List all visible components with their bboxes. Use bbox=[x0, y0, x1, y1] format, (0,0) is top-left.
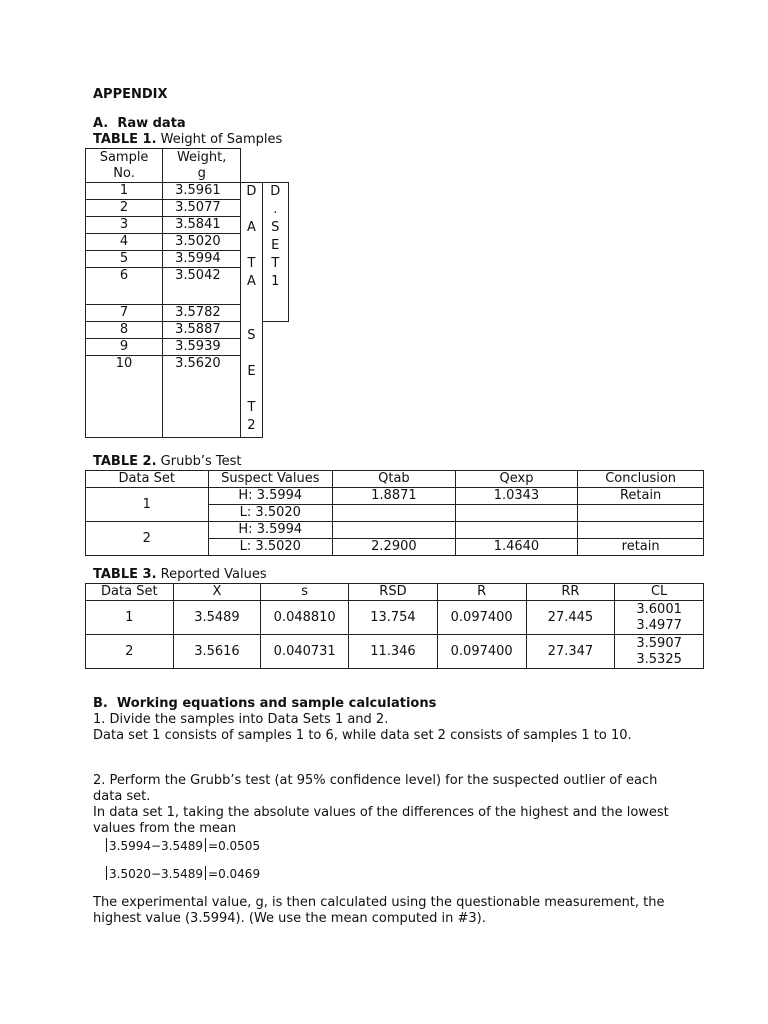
step1-body: Data set 1 consists of samples 1 to 6, while data set 2 consists of samples 1 to 10. bbox=[93, 728, 632, 743]
table1-cell: 3.5841 bbox=[163, 217, 241, 234]
table1-cell: 7 bbox=[86, 305, 163, 322]
table2-set: 2 bbox=[86, 522, 209, 556]
section-a-heading bbox=[93, 116, 186, 132]
table3-cell: 27.445 bbox=[526, 601, 615, 635]
table2-cell bbox=[578, 522, 704, 539]
table3-cell: 0.048810 bbox=[261, 601, 349, 635]
table1-cell: 3.5620 bbox=[163, 356, 241, 438]
table2-cell: H: 3.5994 bbox=[208, 488, 333, 505]
table2-cell bbox=[333, 522, 456, 539]
table2-cell bbox=[578, 505, 704, 522]
table3-cl-cell: 3.6001 3.4977 bbox=[615, 601, 704, 635]
table3-caption bbox=[93, 567, 267, 583]
table1-cell: 3.5782 bbox=[163, 305, 241, 322]
table1-cell: 8 bbox=[86, 322, 163, 339]
table3-cell: 13.754 bbox=[349, 601, 438, 635]
table3-header: CL bbox=[615, 584, 704, 601]
table2-header: Qtab bbox=[333, 471, 456, 488]
equation-2-result: =0.0469 bbox=[208, 867, 261, 881]
table2-cell bbox=[455, 505, 578, 522]
table2-cell: retain bbox=[578, 539, 704, 556]
table2-cell: 1.8871 bbox=[333, 488, 456, 505]
table3-cell: 1 bbox=[86, 601, 174, 635]
table1 bbox=[85, 148, 289, 438]
table3-cell: 3.5489 bbox=[173, 601, 261, 635]
table2-cell: L: 3.5020 bbox=[208, 539, 333, 556]
equation-1 bbox=[104, 838, 260, 854]
table1-caption-label: TABLE 1. bbox=[93, 132, 157, 147]
step1-title: 1. Divide the samples into Data Sets 1 and 2. bbox=[93, 712, 389, 727]
table2-cell: H: 3.5994 bbox=[208, 522, 333, 539]
table1-cell: 3.5939 bbox=[163, 339, 241, 356]
table2-cell: 1.4640 bbox=[455, 539, 578, 556]
table1-cell: 6 bbox=[86, 268, 163, 305]
table2-caption-label: TABLE 2. bbox=[93, 454, 157, 469]
step2-title: 2. Perform the Grubb’s test (at 95% confidence level) for the suspected outlier of each data set. bbox=[93, 773, 658, 804]
appendix-title: APPENDIX bbox=[93, 87, 168, 102]
table2 bbox=[85, 470, 704, 556]
table1-cell: 3.5042 bbox=[163, 268, 241, 305]
table3-cell: 0.097400 bbox=[437, 601, 526, 635]
table1-cell: 4 bbox=[86, 234, 163, 251]
table1-cell: 3.5994 bbox=[163, 251, 241, 268]
table1-header-weight: Weight, g bbox=[163, 149, 241, 183]
table3-cell: 0.040731 bbox=[261, 635, 349, 669]
table1-cell: 9 bbox=[86, 339, 163, 356]
table2-cell: Retain bbox=[578, 488, 704, 505]
table1-caption-text: Weight of Samples bbox=[160, 132, 283, 147]
table3-cl-cell: 3.5907 3.5325 bbox=[615, 635, 704, 669]
table1-cell: 1 bbox=[86, 183, 163, 200]
data-set-1-label: D . S E T 1 bbox=[262, 183, 288, 322]
table3-header: RSD bbox=[349, 584, 438, 601]
table3-cell: 11.346 bbox=[349, 635, 438, 669]
table2-caption bbox=[93, 454, 241, 470]
table2-header: Qexp bbox=[455, 471, 578, 488]
table2-header: Data Set bbox=[86, 471, 209, 488]
table3-caption-label: TABLE 3. bbox=[93, 567, 157, 582]
table1-cell: 3.5887 bbox=[163, 322, 241, 339]
table1-cell: 3.5077 bbox=[163, 200, 241, 217]
table3-header: X bbox=[173, 584, 261, 601]
equation-2-expr: 3.5020−3.5489 bbox=[109, 867, 204, 881]
section-b-heading bbox=[93, 696, 436, 712]
table2-header: Suspect Values bbox=[208, 471, 333, 488]
table1-cell: 2 bbox=[86, 200, 163, 217]
table3-caption-text: Reported Values bbox=[160, 567, 267, 582]
section-b-title: Working equations and sample calculations bbox=[116, 696, 437, 711]
table1-cell: 5 bbox=[86, 251, 163, 268]
table2-header: Conclusion bbox=[578, 471, 704, 488]
section-a-title: Raw data bbox=[117, 116, 186, 131]
section-a-label: A. bbox=[93, 116, 109, 131]
step2-body: In data set 1, taking the absolute values of the differences of the highest and the lowest values from the mean bbox=[93, 805, 669, 836]
table2-cell: 1.0343 bbox=[455, 488, 578, 505]
table1-caption bbox=[93, 132, 282, 148]
table2-cell bbox=[333, 505, 456, 522]
section-b-label: B. bbox=[93, 696, 108, 711]
table3-cell: 3.5616 bbox=[173, 635, 261, 669]
table3-header: s bbox=[261, 584, 349, 601]
table2-set: 1 bbox=[86, 488, 209, 522]
equation-1-expr: 3.5994−3.5489 bbox=[109, 839, 204, 853]
table1-cell: 10 bbox=[86, 356, 163, 438]
table1-cell: 3 bbox=[86, 217, 163, 234]
closing-paragraph: The experimental value, g, is then calculated using the questionable measurement, the highest value (3.5994). (We use the mean computed in #3). bbox=[93, 895, 665, 926]
table3-cell: 27.347 bbox=[526, 635, 615, 669]
equation-1-result: =0.0505 bbox=[208, 839, 261, 853]
table3-header: RR bbox=[526, 584, 615, 601]
table1-header-sample: Sample No. bbox=[86, 149, 163, 183]
table3-cell: 0.097400 bbox=[437, 635, 526, 669]
table1-cell: 3.5020 bbox=[163, 234, 241, 251]
table2-cell: L: 3.5020 bbox=[208, 505, 333, 522]
equation-2 bbox=[104, 866, 260, 882]
table3-cell: 2 bbox=[86, 635, 174, 669]
table2-cell bbox=[455, 522, 578, 539]
table2-caption-text: Grubb’s Test bbox=[160, 454, 242, 469]
data-set-2-label: D A T A S E T 2 bbox=[241, 183, 262, 438]
table3-header: R bbox=[437, 584, 526, 601]
table3 bbox=[85, 583, 704, 669]
table1-cell: 3.5961 bbox=[163, 183, 241, 200]
table2-cell: 2.2900 bbox=[333, 539, 456, 556]
table3-header: Data Set bbox=[86, 584, 174, 601]
